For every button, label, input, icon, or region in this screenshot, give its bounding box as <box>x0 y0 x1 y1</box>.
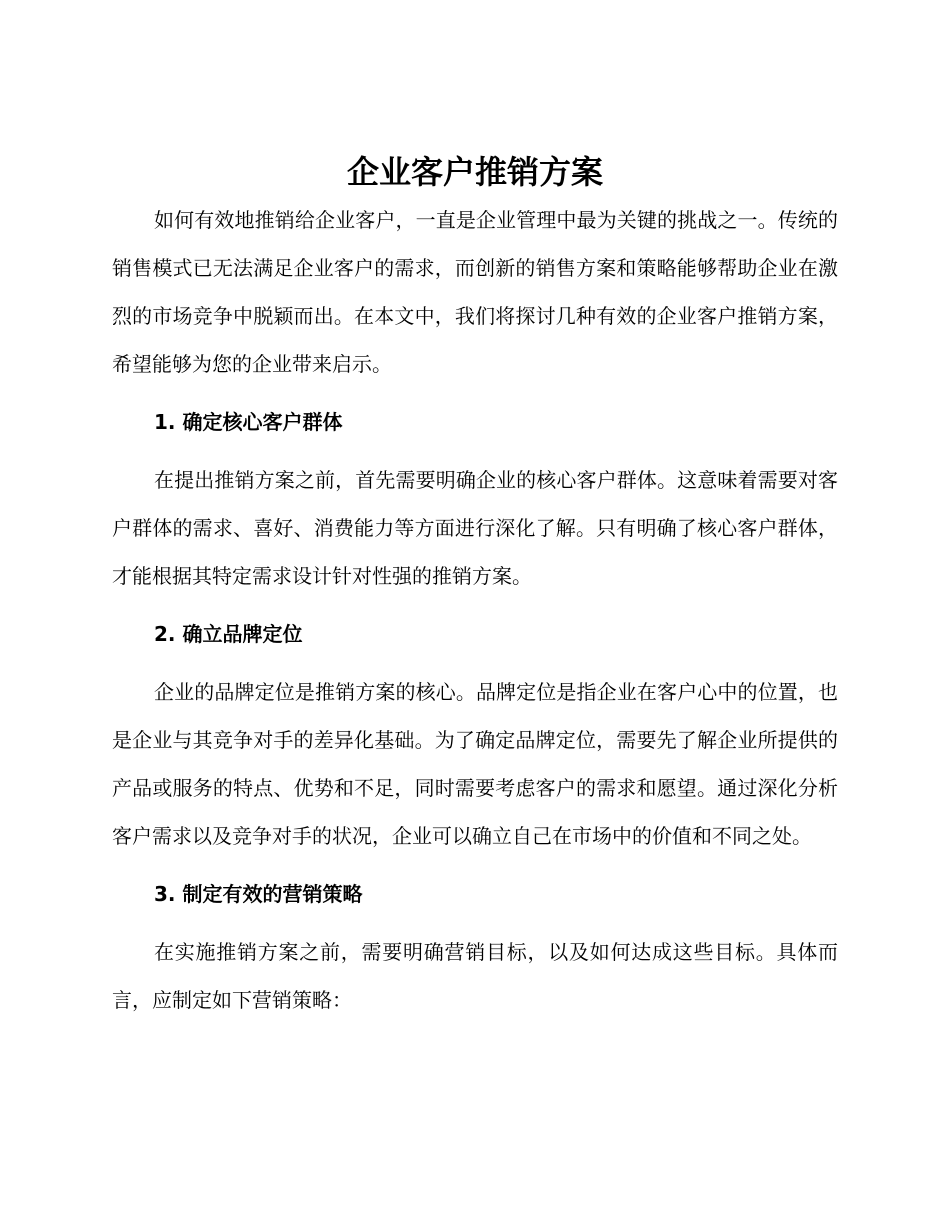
intro-paragraph: 如何有效地推销给企业客户，一直是企业管理中最为关键的挑战之一。传统的销售模式已无法满足企业客户的需求，而创新的销售方案和策略能够帮助企业在激烈的市场竞争中脱颖而出。在本文中，我们将探讨几种有效的企业客户推销方案，希望能够为您的企业带来启示。 <box>112 208 838 376</box>
section-heading-1: 1. 确定核心客户群体 <box>154 410 343 434</box>
section-body-2: 企业的品牌定位是推销方案的核心。品牌定位是指企业在客户心中的位置，也是企业与其竞争对手的差异化基础。为了确定品牌定位，需要先了解企业所提供的产品或服务的特点、优势和不足，同时需要考虑客户的需求和愿望。通过深化分析客户需求以及竞争对手的状况，企业可以确立自己在市场中的价值和不同之处。 <box>112 680 838 848</box>
section-body-1: 在提出推销方案之前，首先需要明确企业的核心客户群体。这意味着需要对客户群体的需求、喜好、消费能力等方面进行深化了解。只有明确了核心客户群体，才能根据其特定需求设计针对性强的推销方案。 <box>112 468 838 588</box>
section-heading-3: 3. 制定有效的营销策略 <box>154 882 363 906</box>
document-title: 企业客户推销方案 <box>346 153 603 191</box>
section-heading-2: 2. 确立品牌定位 <box>154 622 303 646</box>
section-body-3: 在实施推销方案之前，需要明确营销目标，以及如何达成这些目标。具体而言，应制定如下营销策略： <box>112 940 838 1012</box>
